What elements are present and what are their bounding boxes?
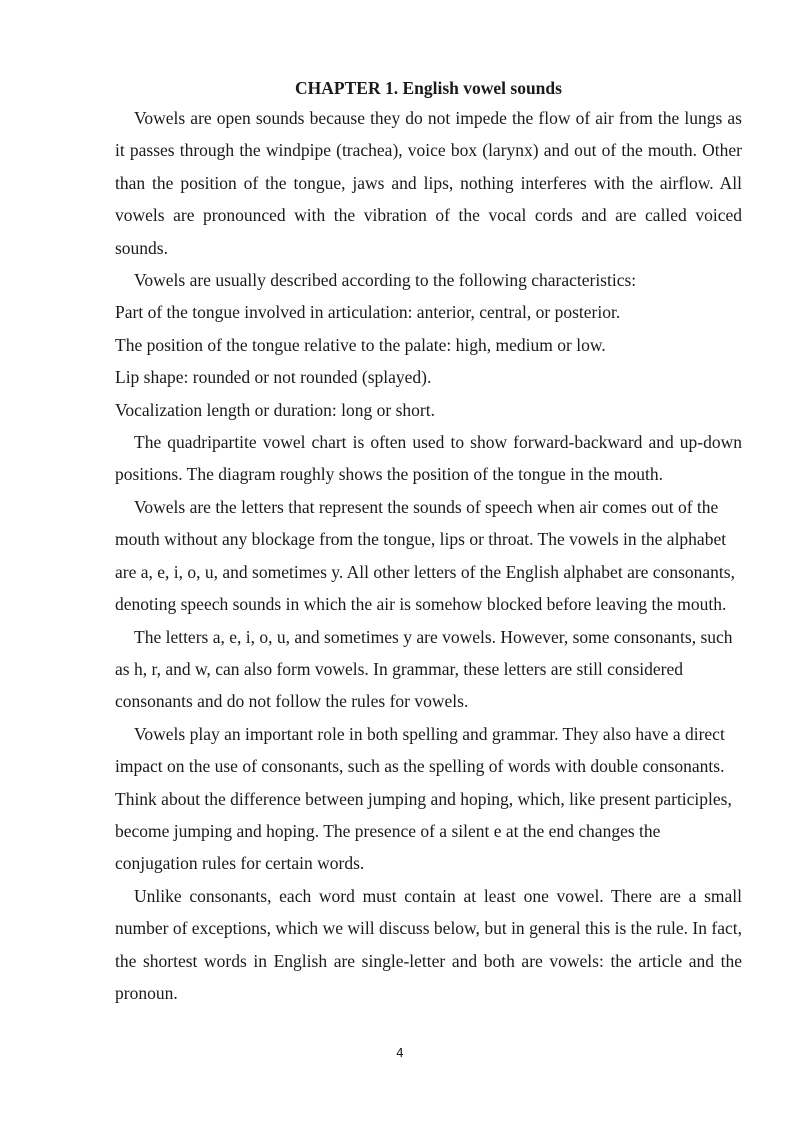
list-item: The position of the tongue relative to the palate: high, medium or low. [115,334,606,355]
characteristics-list [115,296,742,426]
list-item: Lip shape: rounded or not rounded (splayed). [115,367,432,388]
page-number: 4 [396,1046,404,1060]
list-item: Part of the tongue involved in articulation: anterior, central, or posterior. [115,302,621,323]
paragraph-spelling-grammar: Vowels play an important role in both spelling and grammar. They also have a direct impact on the use of consonants, such as the spelling of words with double consonants. Think about the difference between jumping and hoping, which, like present participles, become jumping and hoping. The presence of a silent e at the end changes the conjugation rules for certain words. [115,723,732,874]
paragraph-vowel-chart: The quadripartite vowel chart is often used to show forward-backward and up-down positions. The diagram roughly shows the position of the tongue in the mouth. [115,432,742,485]
chapter-title: CHAPTER 1. English vowel sounds [295,78,562,98]
list-item: Vocalization length or duration: long or short. [115,399,435,420]
page-body [115,74,742,1009]
paragraph-vowel-letters: Vowels are the letters that represent the sounds of speech when air comes out of the mouth without any blockage from the tongue, lips or throat. The vowels in the alphabet are a, e, i, o, u, and sometimes y. All other letters of the English alphabet are consonants, denoting speech sounds in which the air is somehow blocked before leaving the mouth. [115,496,735,615]
paragraph-characteristics-lead: Vowels are usually described according to the following characteristics: [134,270,637,291]
paragraph-letters-consonants: The letters a, e, i, o, u, and sometimes y are vowels. However, some consonants, such as h, r, and w, can also form vowels. In grammar, these letters are still considered consonants and do not follow the rules for vowels. [115,626,733,712]
paragraph-unlike-consonants: Unlike consonants, each word must contain at least one vowel. There are a small number of exceptions, which we will discuss below, but in general this is the rule. In fact, the shortest words in English are single-letter and both are vowels: the article and the pronoun. [115,885,742,1003]
paragraph-intro: Vowels are open sounds because they do not impede the flow of air from the lungs as it passes through the windpipe (trachea), voice box (larynx) and out of the mouth. Other than the position of the tongue, jaws and lips, nothing interferes with the airflow. All vowels are pronounced with the vibration of the vocal cords and are called voiced sounds. [115,108,742,258]
